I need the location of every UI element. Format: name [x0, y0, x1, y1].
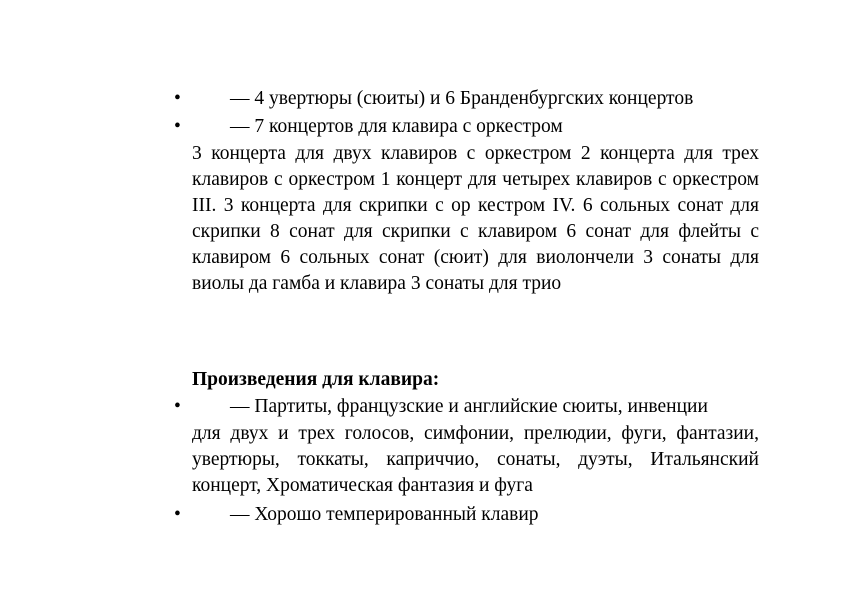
list-item-text: — Хорошо темперированный клавир — [230, 504, 539, 525]
list-item-text: — Партиты, французские и английские сюиты, инвенции — [230, 396, 708, 417]
bullet-marker: • — [174, 396, 181, 417]
section-heading: Произведения для клавира: — [192, 369, 440, 390]
bullet-marker: • — [174, 88, 181, 109]
bullet-marker: • — [174, 504, 181, 525]
list-item-text: — 4 увертюры (сюиты) и 6 Бранденбургских концертов — [230, 88, 694, 109]
works-paragraph: 3 концерта для двух клавиров с оркестром 2 концерта для трех клавиров с оркестром 1 концерт для четырех клавиров с оркестром III. 3 концерта для скрипки с ор кестром IV. 6 сольных сонат для скрипки 8 сонат для скрипки с клавиром 6 сонат для флейты с клавиром 6 сольных сонат (сюит) для виолончели 3 сонаты для виолы да гамба и клавира 3 сонаты для трио — [192, 143, 759, 294]
list-item-continuation: для двух и трех голосов, симфонии, прелюдии, фуги, фантазии, увертюры, токкаты, каприччио, сонаты, дуэты, Итальянский концерт, Хроматическая фантазия и фуга — [192, 423, 759, 496]
list-item-text: — 7 концертов для клавира с оркестром — [230, 116, 563, 137]
bullet-marker: • — [174, 116, 181, 137]
